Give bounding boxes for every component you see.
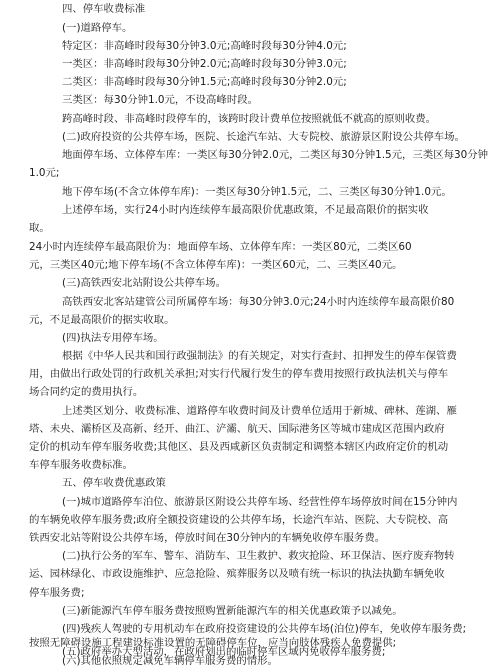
subheading-xian-north-station: (三)高铁西安北站附设公共停车场。: [62, 277, 226, 289]
text-line: (一)城市道路停车泊位、旅游景区附设公共停车场、经营性停车场停放时间在15分钟内: [62, 496, 458, 508]
text-line: 高铁西安北客站建管公司所属停车场：每30分钟3.0元;24小时内连续停车最高限价80: [62, 296, 455, 308]
text-line: 元，三类区40元;地下停车场(不含立体停车库)：一类区60元，二、三类区40元。: [29, 259, 403, 271]
text-line: 塔、未央、灞桥区及高新、经开、曲江、浐灞、航天、国际港务区等城市建成区范围内政府: [29, 423, 445, 435]
text-line: 根据《中华人民共和国行政强制法》的有关规定，对实行查封、扣押发生的停车保管费: [62, 350, 457, 362]
text-line: 取。: [29, 222, 50, 234]
text-line: 地下停车场(不含立体停车库)：一类区每30分钟1.5元，二、三类区每30分钟1.0元。: [62, 186, 452, 198]
text-line: 车停车服务收费标准。: [29, 459, 133, 471]
text-line: 24小时内连续停车最高限价为：地面停车场、立体停车库：一类区80元，二类区60: [29, 241, 412, 253]
text-line: 1.0元;: [29, 167, 60, 179]
text-line: 元，不足最高限价的据实收取。: [29, 314, 175, 326]
section-heading-fee-concessions: 五、停车收费优惠政策: [62, 477, 166, 489]
subheading-public-parking: (二)政府投资的公共停车场，医院、长途汽车站、大专院校、旅游景区附设公共停车场。: [62, 131, 465, 143]
text-line: 铁西安北站等附设公共停车场，停放时间在30分钟内的车辆免收停车服务费。: [29, 532, 386, 544]
text-line: 按照无障碍设施工程建设标准设置的无障碍停车位，应当向肢体残疾人免费提供;: [29, 637, 397, 649]
text-line: (五)政府举办大型活动，在政府划出的临时停车区域内免收停车服务费;: [62, 646, 386, 658]
text-line: (四)残疾人驾驶的专用机动车在政府投资建设的公共停车场(泊位)停车，免收停车服务费;: [62, 623, 467, 635]
text-line: (六)其他依照规定减免车辆停车服务费的情形。: [62, 655, 278, 667]
text-line: 地面停车场、立体停车库：一类区每30分钟2.0元，二类区每30分钟1.5元，三类区每30分钟: [62, 149, 488, 161]
subheading-road-parking: (一)道路停车。: [62, 22, 133, 34]
text-line: 用，由做出行政处罚的行政机关承担;对实行代履行发生的停车费用按照行政执法机关与停车: [29, 368, 449, 380]
text-line: (三)新能源汽车停车服务费按照购置新能源汽车的相关优惠政策予以减免。: [62, 605, 403, 617]
section-heading-parking-fee-standards: 四、停车收费标准: [62, 3, 146, 15]
text-line: 三类区：每30分钟1.0元，不设高峰时段。: [62, 94, 258, 106]
text-line: 上述类区划分、收费标准、道路停车收费时间及计费单位适用于新城、碑林、莲湖、雁: [62, 405, 457, 417]
subheading-enforcement-parking: (四)执法专用停车场。: [62, 332, 164, 344]
text-line: (二)执行公务的军车、警车、消防车、卫生救护、救灾抢险、环卫保洁、医疗废弃物转: [62, 550, 455, 562]
text-line: 运、园林绿化、市政设施维护、应急抢险、殡葬服务以及喷有统一标识的执法执勤车辆免收: [29, 568, 445, 580]
text-line: 定价的机动车停车服务收费;其他区、县及西咸新区负责制定和调整本辖区内政府定价的机动: [29, 441, 449, 453]
text-line: 上述停车场，实行24小时内连续停车最高限价优惠政策，不足最高限价的据实收: [62, 204, 429, 216]
text-line: 特定区：非高峰时段每30分钟3.0元;高峰时段每30分钟4.0元;: [62, 40, 347, 52]
text-line: 二类区：非高峰时段每30分钟1.5元;高峰时段每30分钟2.0元;: [62, 76, 347, 88]
text-line: 的车辆免收停车服务费;政府全额投资建设的公共停车场，长途汽车站、医院、大专院校、高: [29, 514, 449, 526]
text-line: 一类区：非高峰时段每30分钟2.0元;高峰时段每30分钟3.0元;: [62, 58, 347, 70]
text-line: 场合同约定的费用执行。: [29, 386, 144, 398]
text-line: 跨高峰时段、非高峰时段停车的，该跨时段计费单位按照就低不就高的原则收费。: [62, 113, 437, 125]
text-line: 停车服务费;: [29, 587, 85, 599]
